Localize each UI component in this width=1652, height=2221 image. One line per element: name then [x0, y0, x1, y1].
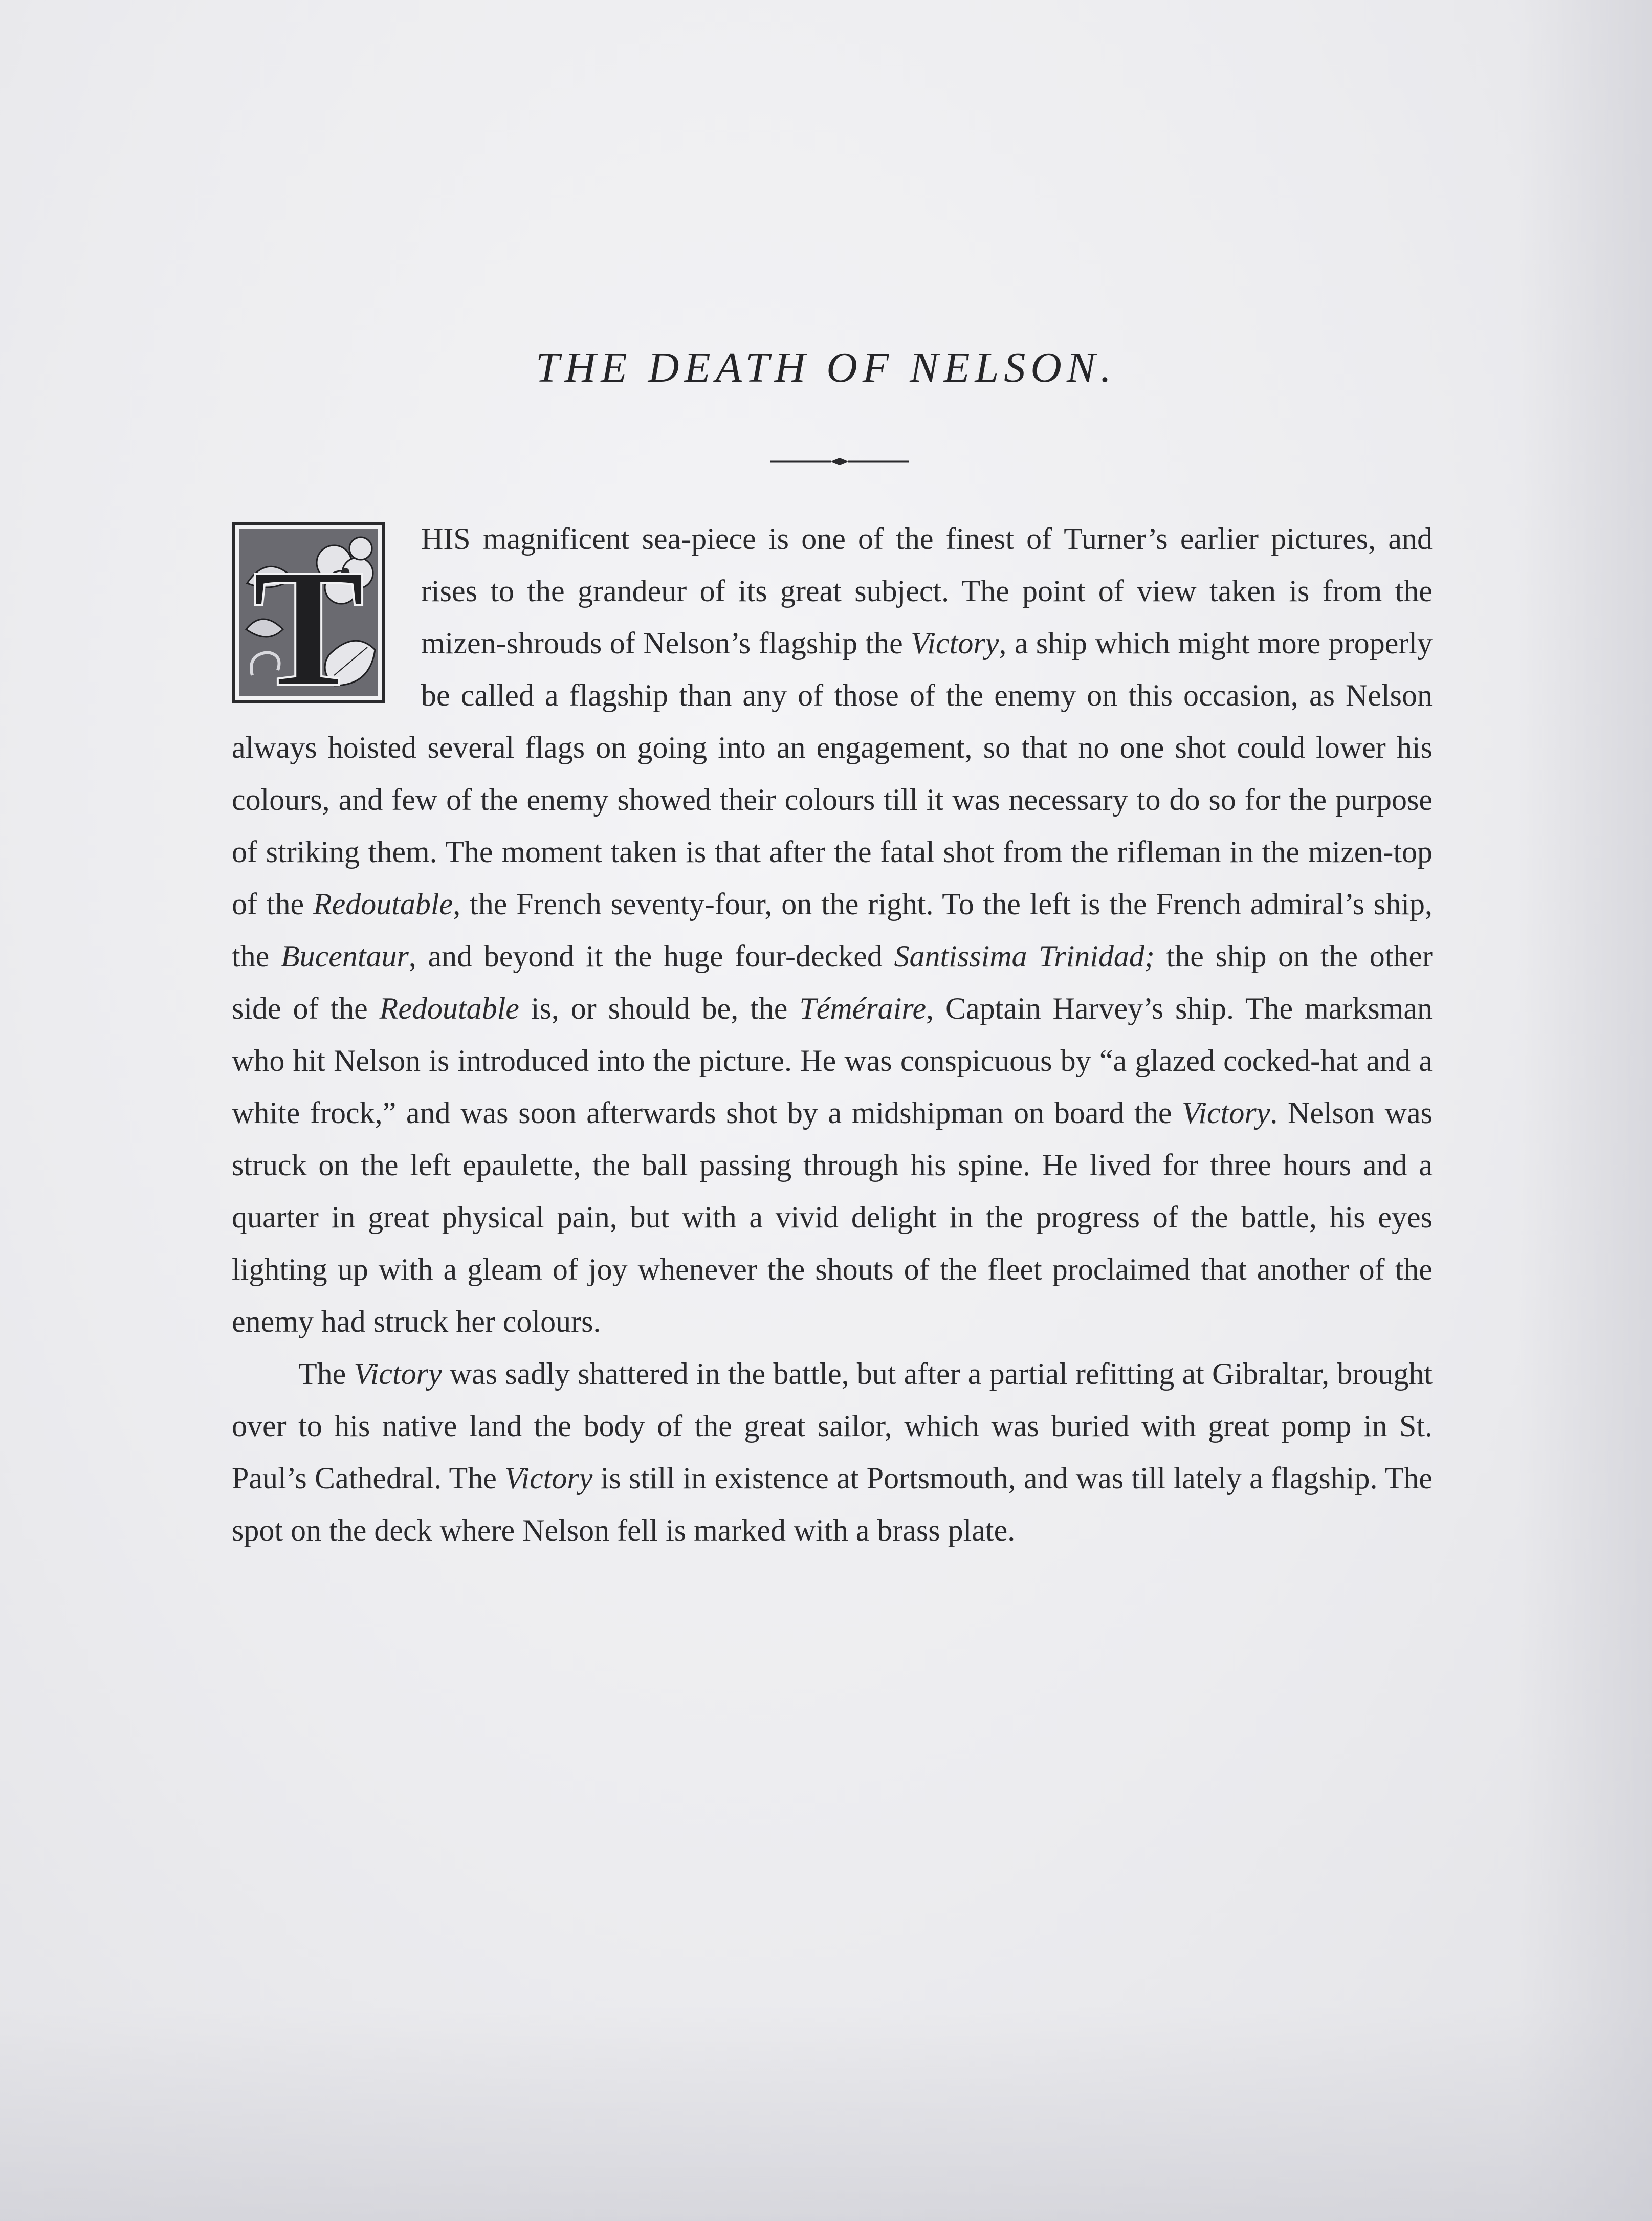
italic-ship-name: Victory	[911, 626, 999, 660]
text-run: , a ship which might more properly be called a flagship than any of those of the enemy on this occasion, as Nelson always hoisted several flags on going into an engagement, so that no one shot could lower his colours, and few of the enemy showed their colours till it was necessary to do so for the purpose of striking them. The moment taken is that after the fatal shot from the rifleman in the mizen-top of the	[232, 626, 1433, 921]
text-run: is still in existence at Portsmouth, and was till lately a flagship. The spot on the deck where Nelson fell is marked with a brass plate.	[232, 1461, 1433, 1547]
text-run: . Nelson was struck on the left epaulette, the ball passing through his spine. He lived for three hours and a quarter in great physical pain, but with a vivid delight in the progress of the battle, his eyes lighting up with a gleam of joy whenever the shouts of the fleet proclaimed that another of the enemy had struck her colours.	[232, 1096, 1433, 1338]
paragraph-1-text	[232, 522, 1433, 1338]
text-run: , and beyond it the huge four-decked	[408, 939, 894, 973]
body-text	[232, 513, 1433, 1556]
paragraph-1	[232, 513, 1433, 1348]
italic-ship-name: Santissima Trinidad;	[894, 939, 1155, 973]
italic-ship-name: Bucentaur	[280, 939, 409, 973]
drop-cap-ornament	[232, 522, 385, 703]
text-run: HIS magnificent sea-piece is one of the finest of Turner’s earlier pictures, and rises to the grandeur of its great subject. The point of view taken is from the mizen-shrouds of Nelson’s flagship the	[421, 522, 1433, 660]
text-run: is, or should be, the	[519, 992, 800, 1025]
text-run: The	[298, 1357, 354, 1391]
italic-ship-name: Téméraire	[799, 992, 927, 1025]
text-run: was sadly shattered in the battle, but after a partial refitting at Gibraltar, brought over to his native land the body of the great sailor, which was buried with great pomp in St. Paul’s Cathedral. The	[232, 1357, 1433, 1495]
italic-ship-name: Victory	[504, 1461, 593, 1495]
text-run: , Captain Harvey’s ship. The marksman who hit Nelson is introduced into the picture. He was conspicuous by “a glazed cocked-hat and a white frock,” and was soon afterwards shot by a midshipman on board the	[232, 992, 1433, 1130]
page-title: THE DEATH OF NELSON.	[536, 344, 1116, 391]
page-bottom-shadow	[0, 2006, 1652, 2221]
italic-ship-name: Victory	[354, 1357, 442, 1391]
page-edge-shadow	[1519, 0, 1652, 2221]
drop-cap-letter: T	[252, 535, 365, 703]
text-run: the ship on the other side of the	[232, 939, 1433, 1025]
italic-ship-name: Victory	[1182, 1096, 1270, 1130]
italic-ship-name: Redoutable	[313, 887, 453, 921]
paragraph-2	[232, 1348, 1433, 1556]
ornamental-rule	[770, 456, 909, 467]
text-run: , the French seventy-four, on the right. To the left is the French admiral’s ship, the	[232, 887, 1433, 973]
paragraph-2-text	[232, 1357, 1433, 1547]
italic-ship-name: Redoutable	[379, 992, 519, 1025]
